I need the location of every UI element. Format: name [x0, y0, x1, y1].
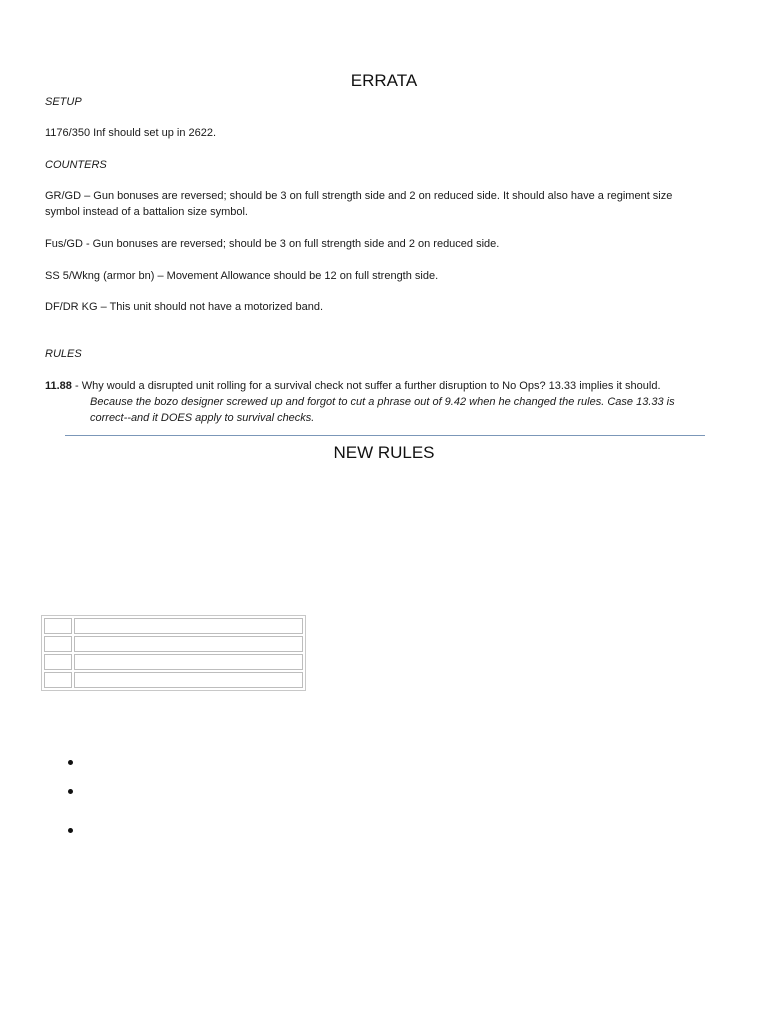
- counters-item-ss5-wkng: SS 5/Wkng (armor bn) – Movement Allowance should be 12 on full strength side.: [45, 270, 439, 282]
- counters-item-gr-gd: GR/GD – Gun bonuses are reversed; should be 3 on full strength side and 2 on reduced side. It should also have a regiment size symbol instead of a battalion size symbol.: [45, 190, 673, 218]
- empty-table: [41, 615, 306, 691]
- table-cell: [44, 672, 72, 688]
- setup-heading: SETUP: [45, 96, 82, 108]
- bullet-icon: [68, 789, 73, 794]
- table-row: [44, 636, 303, 652]
- table-cell: [74, 654, 303, 670]
- new-rules-title: NEW RULES: [333, 443, 435, 462]
- rule-question: [45, 378, 708, 394]
- table-cell: [74, 672, 303, 688]
- setup-item: 1176/350 Inf should set up in 2622.: [45, 127, 217, 139]
- list-item: [60, 781, 73, 797]
- counters-heading: COUNTERS: [45, 159, 107, 171]
- table-row: [44, 672, 303, 688]
- rule-question-text: - Why would a disrupted unit rolling for a survival check not suffer a further disruption to No Ops? 13.33 implies it should.: [71, 380, 661, 392]
- list-item: [60, 820, 73, 836]
- counters-item-df-dr-kg: DF/DR KG – This unit should not have a motorized band.: [45, 301, 323, 313]
- rule-number: 11.88: [45, 380, 72, 392]
- rule-answer: Because the bozo designer screwed up and forgot to cut a phrase out of 9.42 when he changed the rules. Case 13.33 is correct--and it DOES apply to survival checks.: [90, 396, 675, 424]
- list-item: [60, 752, 73, 768]
- table-row: [44, 618, 303, 634]
- table-cell: [74, 618, 303, 634]
- section-divider: [65, 435, 705, 436]
- rules-heading: RULES: [45, 348, 82, 360]
- table-cell: [44, 654, 72, 670]
- counters-item-fus-gd: Fus/GD - Gun bonuses are reversed; should be 3 on full strength side and 2 on reduced side.: [45, 238, 500, 250]
- document-title: ERRATA: [350, 71, 418, 90]
- bullet-icon: [68, 760, 73, 765]
- table-cell: [44, 636, 72, 652]
- bullet-icon: [68, 828, 73, 833]
- table-cell: [74, 636, 303, 652]
- table-row: [44, 654, 303, 670]
- table-cell: [44, 618, 72, 634]
